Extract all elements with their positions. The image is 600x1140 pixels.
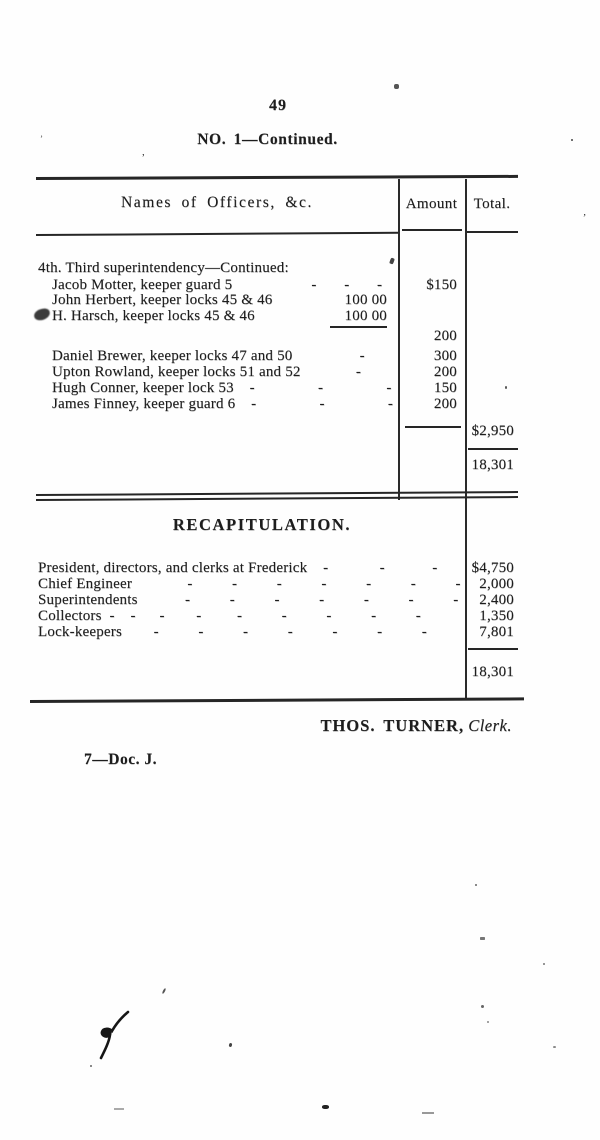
- amount-value: 300: [433, 348, 457, 364]
- recap-amount: 2,400: [479, 592, 514, 608]
- scan-speck: ’: [582, 212, 586, 224]
- table-top-rule: [36, 175, 518, 180]
- officer-row: [36, 364, 518, 380]
- amount-value: 150: [433, 380, 457, 396]
- inline-amount: 100 00: [344, 308, 387, 324]
- ink-smudge: [33, 307, 51, 321]
- officer-row: [36, 380, 518, 396]
- scan-speck: [571, 139, 573, 141]
- doc-title: NO. 1—Continued.: [197, 131, 338, 148]
- recap-amount: 7,801: [479, 624, 514, 640]
- officer-row: [36, 308, 518, 324]
- recapitulation-title: RECAPITULATION.: [172, 515, 352, 534]
- sheet-bottom-rule: [30, 697, 524, 703]
- section-heading-row: [36, 260, 518, 276]
- amount-value: 200: [433, 396, 457, 412]
- scan-speck: [90, 1065, 92, 1067]
- scan-speck: ,: [142, 146, 145, 158]
- scan-speck: [481, 1005, 484, 1008]
- column-header-names: Names of Officers, &c.: [121, 194, 313, 211]
- scan-speck: [322, 1105, 329, 1109]
- ink-blot: [92, 1008, 136, 1060]
- recap-row: [36, 576, 518, 592]
- total-value: 18,301: [471, 457, 514, 473]
- amount-value: $150: [426, 277, 457, 293]
- total-row: [36, 457, 518, 473]
- clerk-name: THOS. TURNER,: [320, 716, 465, 735]
- recap-amount: $4,750: [471, 560, 514, 576]
- subtotal-row: [36, 423, 518, 439]
- recap-row: [36, 608, 518, 624]
- header-underline-total: [467, 231, 518, 233]
- scan-speck: [422, 1112, 434, 1114]
- inline-amount: 100 00: [344, 292, 387, 308]
- scan-speck: [394, 84, 399, 89]
- officer-name: Upton Rowland, keeper locks 51 and 52 -: [52, 364, 362, 380]
- recap-label: Chief Engineer - - - - - - -: [38, 576, 461, 592]
- page-number: 49: [269, 97, 287, 114]
- officer-row: [36, 348, 518, 364]
- header-underline-amount: [402, 229, 462, 231]
- amount-value: 200: [433, 328, 457, 344]
- recap-amount: 2,000: [479, 576, 514, 592]
- officer-name: Jacob Motter, keeper guard 5 - - -: [52, 277, 383, 293]
- recap-total-rule: [468, 648, 518, 650]
- scan-speck: [162, 988, 167, 994]
- officer-name: James Finney, keeper guard 6 - - -: [52, 396, 394, 412]
- recap-label: Collectors - - - - - - - - -: [38, 608, 421, 624]
- amount-value: 200: [433, 364, 457, 380]
- scan-speck: [505, 386, 507, 389]
- officer-row: [36, 277, 518, 293]
- recap-total-value: 18,301: [471, 664, 514, 680]
- scan-speck: [487, 1021, 489, 1023]
- clerk-title: Clerk.: [468, 716, 512, 735]
- officer-row: [36, 328, 518, 344]
- officer-name: Hugh Conner, keeper lock 53 - - -: [52, 380, 392, 396]
- recap-row: [36, 560, 518, 576]
- scan-speck: ’: [40, 134, 43, 144]
- scan-speck: [114, 1108, 124, 1110]
- recap-label: Superintendents - - - - - - -: [38, 592, 459, 608]
- doc-footer-label: 7—Doc. J.: [84, 751, 157, 768]
- recap-row: [36, 592, 518, 608]
- table-bottom-rule-lower: [36, 496, 518, 501]
- table-bottom-rule-upper: [36, 491, 518, 496]
- officer-row: [36, 396, 518, 412]
- scan-speck: [480, 937, 485, 940]
- officers-account-table: [36, 177, 518, 707]
- officer-row: [36, 292, 518, 308]
- header-underline-names: [36, 232, 400, 236]
- scan-speck: [543, 963, 545, 965]
- total-rule: [468, 448, 518, 450]
- recap-amount: 1,350: [479, 608, 514, 624]
- subtotal-value: $2,950: [471, 423, 514, 439]
- recap-label: President, directors, and clerks at Frederick - - -: [38, 560, 438, 576]
- column-header-amount: Amount: [405, 196, 458, 212]
- signature-line: [270, 716, 512, 736]
- recap-row: [36, 624, 518, 640]
- officer-name: John Herbert, keeper locks 45 & 46: [52, 292, 273, 308]
- scan-speck: [475, 884, 477, 886]
- scan-speck: [553, 1046, 556, 1048]
- column-header-total: Total.: [473, 196, 511, 212]
- section-heading: 4th. Third superintendency—Continued:: [38, 260, 289, 276]
- recap-total-row: [36, 664, 518, 680]
- officer-name: Daniel Brewer, keeper locks 47 and 50 -: [52, 348, 365, 364]
- recap-label: Lock-keepers - - - - - - -: [38, 624, 427, 640]
- scan-speck: [229, 1043, 233, 1048]
- officer-name: H. Harsch, keeper locks 45 & 46: [52, 308, 255, 324]
